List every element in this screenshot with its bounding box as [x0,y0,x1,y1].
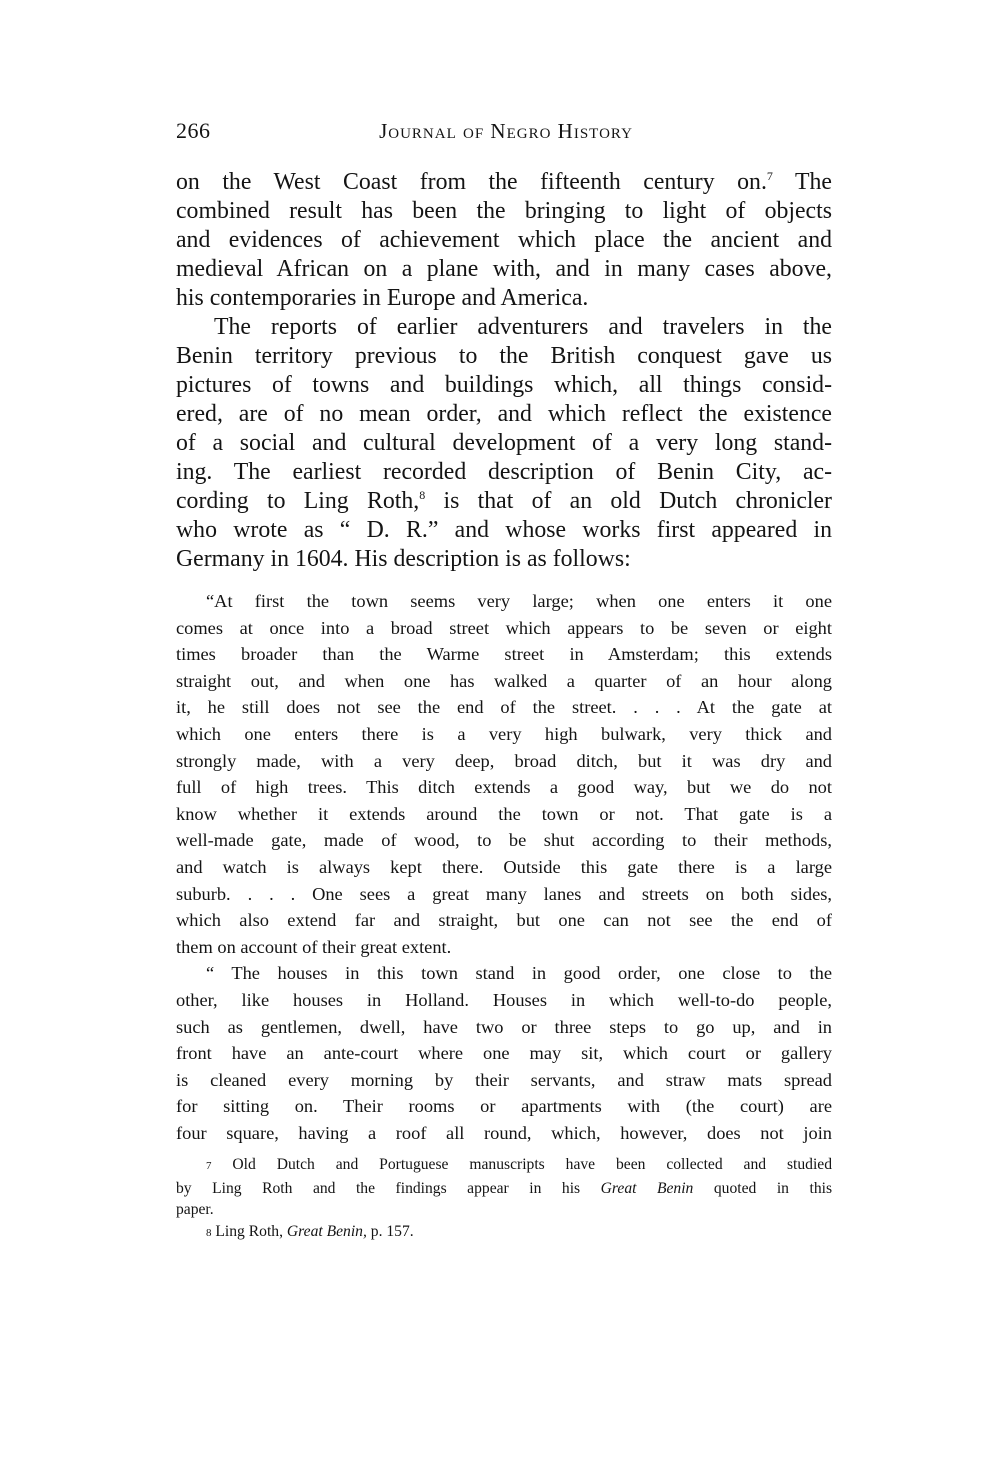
journal-title: Journal of Negro History [379,119,633,143]
block-quote [176,588,832,1146]
footnote-mark: 7 [206,1160,212,1172]
book-title: Great Benin, [286,1222,367,1240]
text-line: which also extend far and straight, but one can not see the end of [176,910,832,931]
text-line: it, he still does not see the end of the street. . . . At the gate at [176,697,832,718]
text-line: which one enters there is a very high bulwark, very thick and [176,723,832,744]
quote-paragraph-2 [176,960,832,1146]
text-segment: The [772,169,832,195]
quote-paragraph-1 [176,588,832,960]
text-line: well-made gate, made of wood, to be shut according to their methods, [176,830,832,851]
footnote-7 [176,1154,832,1221]
text-line: front have an ante-court where one may sit, which court or gallery [176,1043,832,1064]
text-line: ered, are of no mean order, and which reflect the existence [176,401,832,427]
text-segment: by Ling Roth and the findings appear in his [176,1179,601,1197]
text-line: combined result has been the bringing to light of objects [176,198,832,224]
text-line: “At first the town seems very large; when one enters it one [206,591,832,611]
text-line: is cleaned every morning by their servants, and straw mats spread [176,1069,832,1090]
text-segment: quoted in this [693,1179,833,1197]
text-line: for sitting on. Their rooms or apartments with (the court) are [176,1096,832,1117]
text-line: know whether it extends around the town or not. That gate is a [176,803,832,824]
text-line: who wrote as “ D. R.” and whose works first appeared in [176,517,832,543]
text-line: ing. The earliest recorded description of Benin City, ac- [176,459,832,485]
text-line: The reports of earlier adventurers and travelers in the [214,314,832,340]
text-line: them on account of their great extent. [176,936,452,957]
footnote-mark: 8 [206,1226,212,1239]
text-line: comes at once into a broad street which appears to be seven or eight [176,617,832,638]
text-line: strongly made, with a very deep, broad ditch, but it was dry and [176,750,832,771]
book-title: Great Benin [600,1179,694,1197]
page-number: 266 [176,118,211,143]
text-line: paper. [176,1201,214,1218]
text-line [176,1178,832,1200]
text-line: and evidences of achievement which place the ancient and [176,227,832,253]
text-line: suburb. . . . One sees a great many lanes and streets on both sides, [176,883,832,904]
text-line: times broader than the Warme street in Amsterdam; this extends [176,644,832,665]
text-line: such as gentlemen, dwell, have two or three steps to go up, and in [176,1016,832,1037]
footnote-ref-8: 8 [419,488,426,503]
text-line: other, like houses in Holland. Houses in which well-to-do people, [176,989,832,1010]
text-line [176,487,832,516]
paragraph-continuation [176,168,832,313]
footnote-8 [176,1221,832,1245]
main-body-text [176,168,832,574]
text-line: and watch is always kept there. Outside this gate there is a large [176,856,832,877]
text-segment: is that of an old Dutch chronicler [425,488,832,514]
text-line: his contemporaries in Europe and America. [176,285,589,311]
running-head [176,118,836,146]
paragraph-benin-reports [176,313,832,574]
text-line: full of high trees. This ditch extends a good way, but we do not [176,777,832,798]
text-line: Germany in 1604. His description is as follows: [176,546,631,572]
footnotes [176,1154,832,1244]
text-segment: p. 157. [366,1222,414,1240]
text-line: Benin territory previous to the British conquest gave us [176,343,832,369]
text-line: “ The houses in this town stand in good order, one close to the [206,963,832,984]
text-segment: Old Dutch and Portuguese manuscripts have been collected and studied [232,1156,832,1173]
text-line: medieval African on a plane with, and in many cases above, [176,256,832,282]
text-line [176,1221,832,1245]
text-line [176,168,832,197]
text-segment: Ling Roth, [215,1222,287,1240]
text-line: straight out, and when one has walked a quarter of an hour along [176,670,832,691]
text-line: pictures of towns and buildings which, all things consid- [176,372,832,398]
text-segment: on the West Coast from the fifteenth century on. [176,169,767,195]
text-line [176,1154,832,1178]
text-line: of a social and cultural development of a very long stand- [176,430,832,456]
text-segment: cording to Ling Roth, [176,488,420,514]
text-line: four square, having a roof all round, which, however, does not join [176,1122,832,1143]
footnote-ref-7: 7 [766,169,773,184]
